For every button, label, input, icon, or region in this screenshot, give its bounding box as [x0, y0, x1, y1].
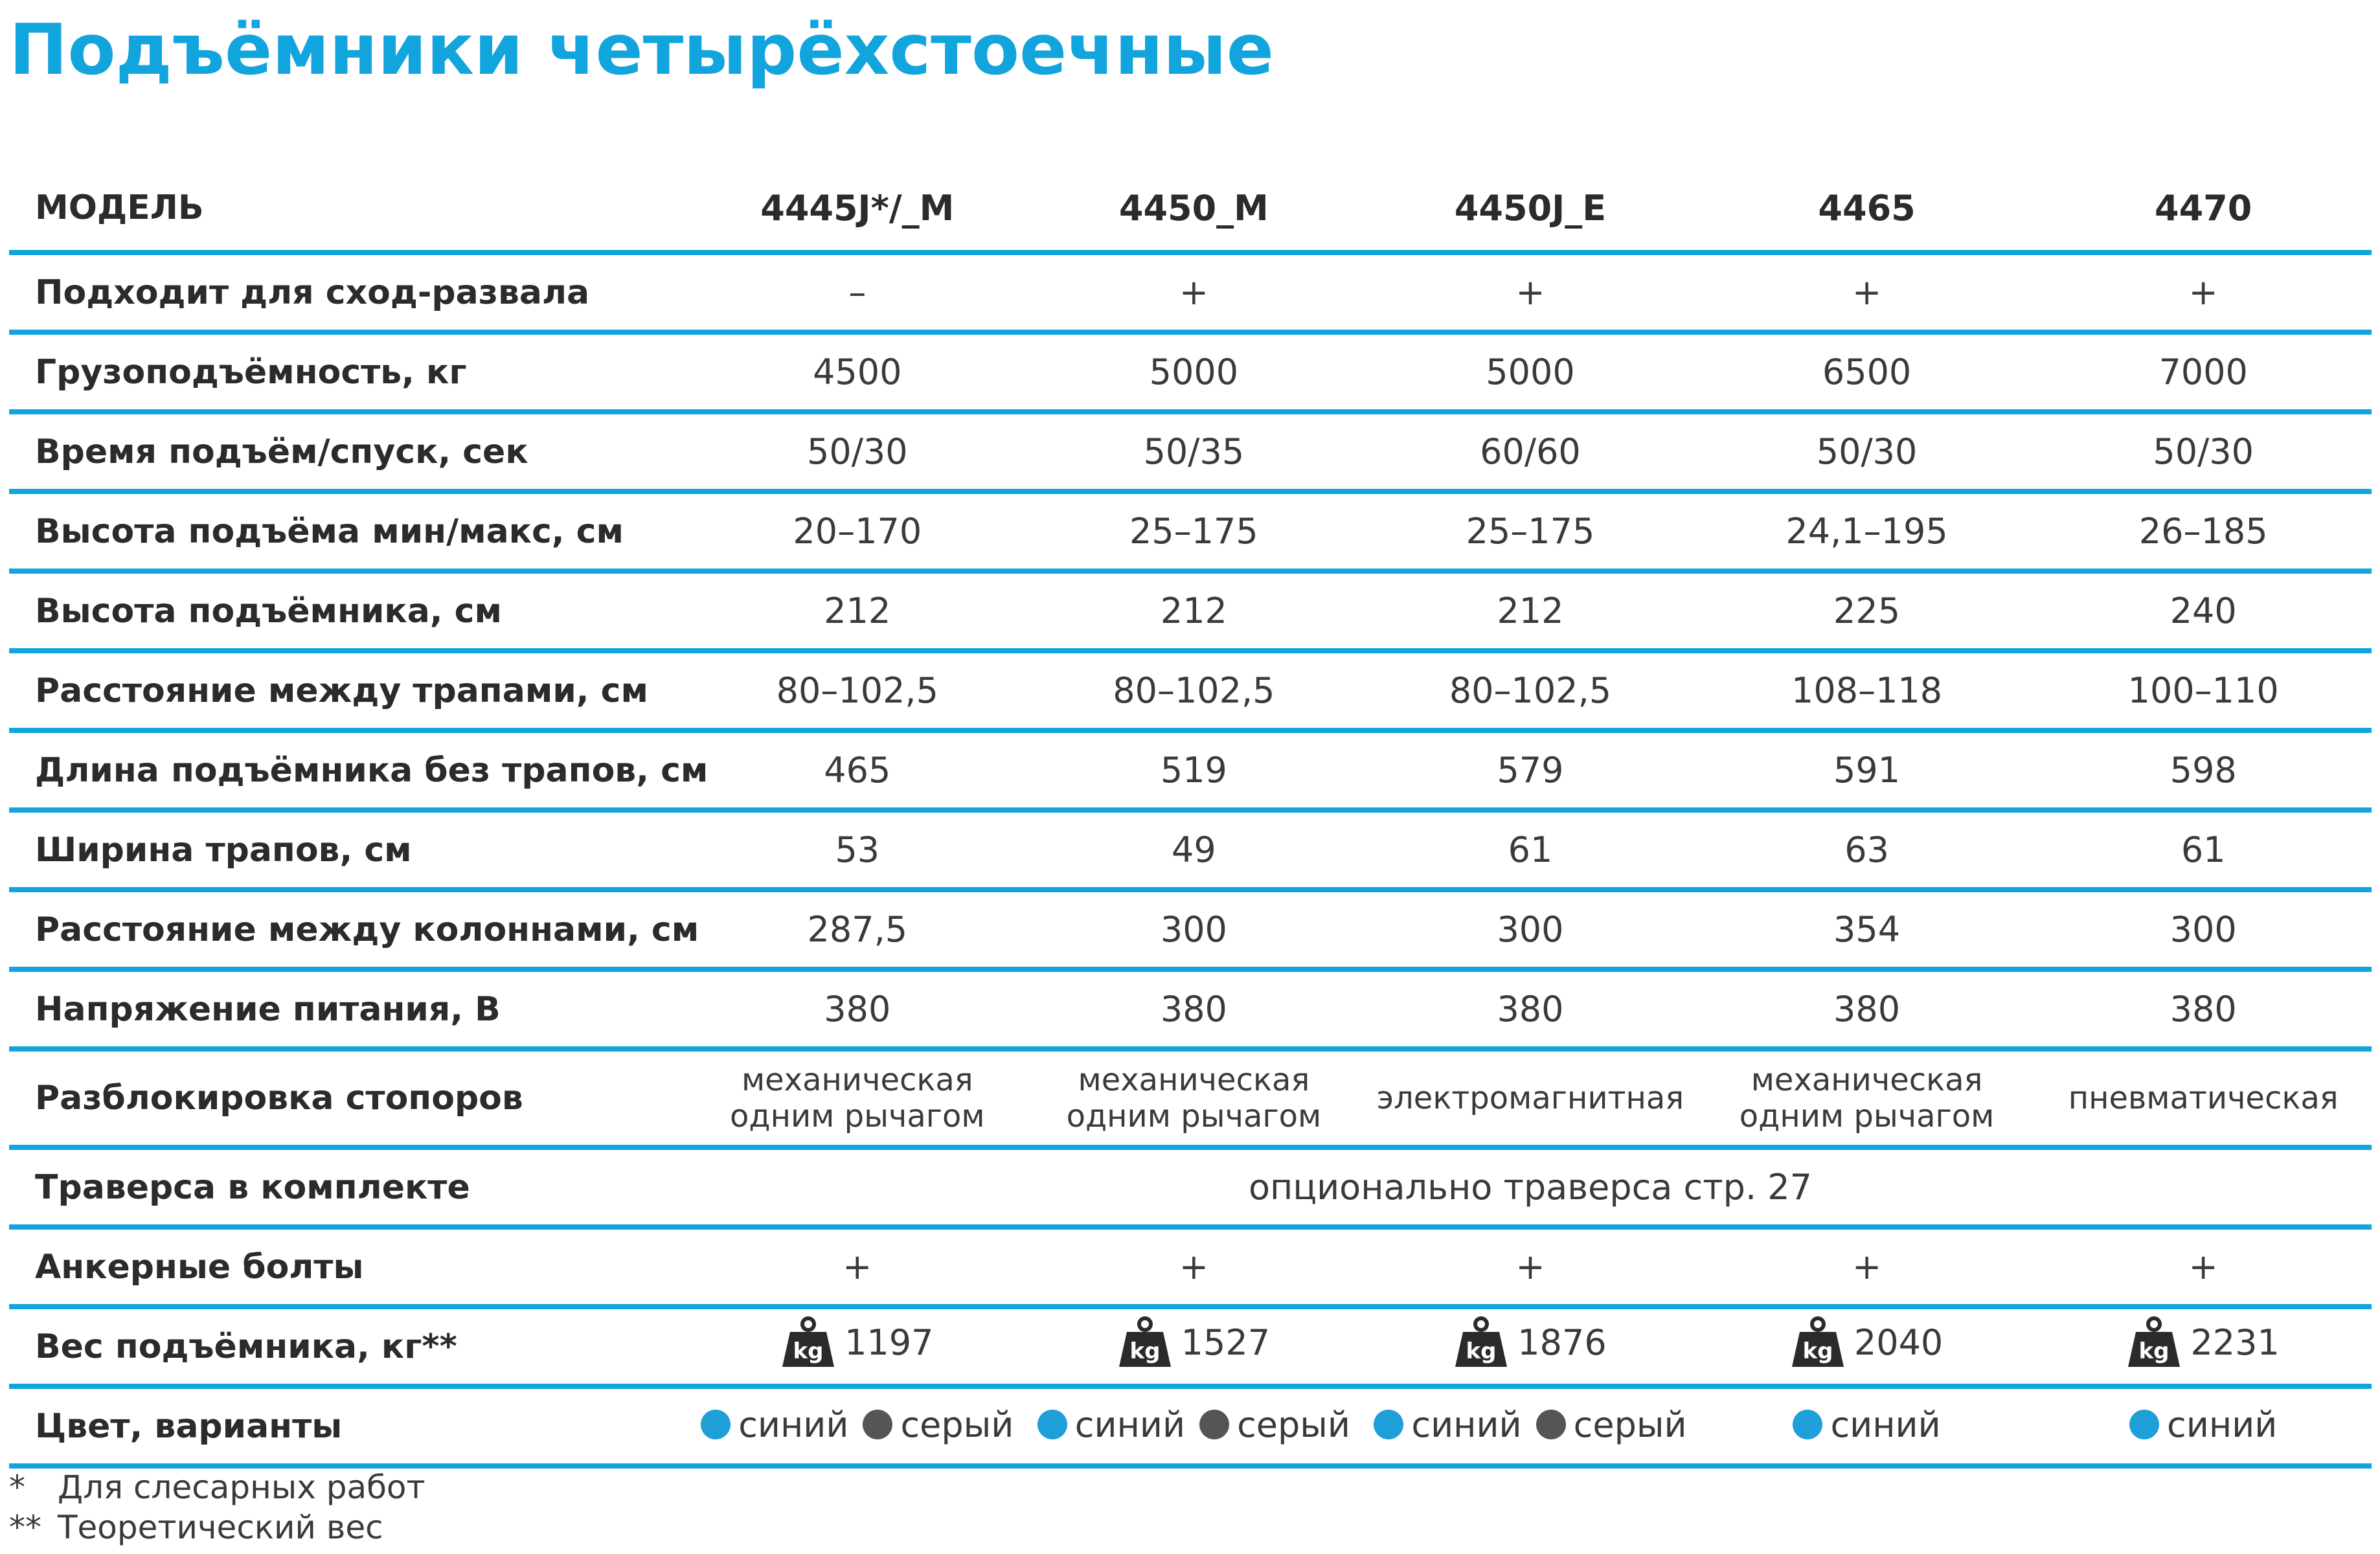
table-cell: механическая одним рычагом	[1066, 1062, 1322, 1134]
weight-value: 1197	[844, 1322, 934, 1363]
table-cell: 380	[824, 989, 891, 1030]
table-row	[9, 892, 2372, 972]
table-cell: 24,1–195	[1785, 511, 1948, 552]
color-option	[1037, 1404, 1185, 1445]
table-row	[9, 574, 2372, 653]
model-name: 4470	[2155, 187, 2252, 229]
color-swatch-icon	[1793, 1410, 1822, 1439]
color-name: синий	[738, 1404, 849, 1445]
table-cell	[1699, 1404, 2035, 1448]
table-row-traverse	[9, 1150, 2372, 1230]
table-cell: 300	[1497, 909, 1564, 950]
table-cell: 465	[824, 750, 891, 791]
row-label: Цвет, варианты	[35, 1406, 343, 1446]
table-row	[9, 813, 2372, 892]
table-cell: 354	[1833, 909, 1901, 950]
table-cell: 100–110	[2127, 670, 2279, 711]
color-swatch-icon	[2129, 1410, 2159, 1439]
table-cell: механическая одним рычагом	[730, 1062, 985, 1134]
row-label: Высота подъёмника, см	[35, 591, 502, 631]
footnote: * Для слесарных работ	[9, 1469, 425, 1506]
color-name: синий	[1411, 1404, 1522, 1445]
table-row	[9, 494, 2372, 574]
color-name: серый	[900, 1404, 1014, 1445]
row-label: Длина подъёмника без трапов, см	[35, 750, 708, 790]
table-cell: 80–102,5	[1113, 670, 1275, 711]
color-option	[863, 1404, 1014, 1445]
weight-value: 1527	[1181, 1322, 1271, 1363]
table-row	[9, 733, 2372, 813]
row-label: Высота подъёма мин/макс, см	[35, 512, 624, 551]
table-cell: 287,5	[807, 909, 908, 950]
table-cell: механическая одним рычагом	[1739, 1062, 1995, 1134]
color-option	[1374, 1404, 1521, 1445]
table-cell: 380	[1833, 989, 1901, 1030]
table-cell: 63	[1844, 829, 1889, 870]
table-cell: 50/30	[2153, 431, 2254, 472]
table-row-weight	[9, 1309, 2372, 1389]
color-option	[2129, 1404, 2277, 1445]
table-cell: 25–175	[1466, 511, 1595, 552]
table-cell: опционально траверса стр. 27	[1248, 1167, 1813, 1208]
kg-weight-icon	[1118, 1316, 1172, 1368]
weight-value: 2040	[1853, 1322, 1944, 1363]
table-cell: 579	[1497, 750, 1564, 791]
table-cell: 6500	[1822, 352, 1912, 392]
table-cell: 61	[1508, 829, 1553, 870]
row-label: Напряжение питания, В	[35, 989, 501, 1029]
table-cell: 20–170	[793, 511, 922, 552]
table-cell	[1026, 1316, 1363, 1377]
weight-value: 1876	[1517, 1322, 1607, 1363]
spec-table	[9, 166, 2372, 1469]
table-cell: 5000	[1149, 352, 1239, 392]
model-name: 4450J_E	[1454, 187, 1607, 229]
color-option	[1199, 1404, 1350, 1445]
color-name: серый	[1573, 1404, 1687, 1445]
table-cell: –	[848, 272, 867, 313]
row-label: Разблокировка стопоров	[35, 1079, 523, 1118]
table-cell: 26–185	[2138, 511, 2268, 552]
kg-weight-icon	[1791, 1316, 1845, 1368]
table-row-unlock	[9, 1052, 2372, 1150]
kg-weight-icon	[2127, 1316, 2181, 1368]
weight-value: 2231	[2190, 1322, 2280, 1363]
table-cell: 519	[1160, 750, 1227, 791]
svg-text:kg: kg	[2138, 1338, 2170, 1364]
color-name: синий	[2167, 1404, 2278, 1445]
row-label: Расстояние между трапами, см	[35, 671, 648, 710]
row-label: Грузоподъёмность, кг	[35, 352, 467, 392]
kg-weight-icon	[781, 1316, 835, 1368]
table-cell	[2035, 1316, 2372, 1377]
table-cell: 60/60	[1480, 431, 1581, 472]
footnote: ** Теоретический вес	[9, 1509, 383, 1546]
table-cell: +	[2188, 1246, 2218, 1287]
table-row-anchors	[9, 1230, 2372, 1309]
table-cell: 380	[1497, 989, 1564, 1030]
color-swatch-icon	[1199, 1410, 1229, 1439]
table-cell: +	[1179, 272, 1209, 313]
row-label: Траверса в комплекте	[35, 1167, 470, 1207]
table-cell: 212	[1160, 591, 1227, 631]
model-name: 4445J*/_M	[760, 187, 955, 229]
table-cell: 598	[2170, 750, 2237, 791]
table-cell: +	[1515, 272, 1545, 313]
table-row	[9, 653, 2372, 733]
table-cell	[1026, 1404, 1363, 1448]
row-label: Время подъём/спуск, сек	[35, 432, 528, 471]
table-cell: пневматическая	[2068, 1080, 2339, 1116]
header-row	[9, 166, 2372, 255]
table-cell: 300	[2170, 909, 2237, 950]
table-cell: 591	[1833, 750, 1901, 791]
table-cell: +	[1515, 1246, 1545, 1287]
table-row-colors	[9, 1389, 2372, 1469]
svg-text:kg: kg	[1129, 1338, 1161, 1364]
table-cell: 380	[1160, 989, 1227, 1030]
table-cell	[1699, 1316, 2035, 1377]
table-cell: 108–118	[1791, 670, 1943, 711]
row-label: Ширина трапов, см	[35, 830, 412, 870]
table-row	[9, 335, 2372, 414]
table-cell: 240	[2170, 591, 2237, 631]
row-label: Расстояние между колоннами, см	[35, 910, 699, 949]
color-swatch-icon	[701, 1410, 731, 1439]
table-cell: 80–102,5	[776, 670, 938, 711]
table-cell: +	[843, 1246, 872, 1287]
color-name: синий	[1074, 1404, 1186, 1445]
table-cell: +	[1179, 1246, 1209, 1287]
table-cell: 380	[2170, 989, 2237, 1030]
table-cell	[2035, 1404, 2372, 1448]
table-row	[9, 414, 2372, 494]
color-swatch-icon	[863, 1410, 892, 1439]
table-cell: +	[1852, 272, 1882, 313]
table-row	[9, 972, 2372, 1052]
table-cell: 49	[1172, 829, 1216, 870]
table-cell	[1362, 1316, 1699, 1377]
color-swatch-icon	[1536, 1410, 1566, 1439]
svg-text:kg: kg	[1802, 1338, 1833, 1364]
color-option	[1536, 1404, 1687, 1445]
color-swatch-icon	[1037, 1410, 1067, 1439]
table-cell: 80–102,5	[1449, 670, 1612, 711]
table-cell: 7000	[2159, 352, 2248, 392]
table-cell	[689, 1316, 1026, 1377]
color-option	[701, 1404, 848, 1445]
table-row	[9, 255, 2372, 335]
table-cell: 225	[1833, 591, 1901, 631]
table-cell: 50/35	[1143, 431, 1245, 472]
color-name: серый	[1237, 1404, 1350, 1445]
svg-text:kg: kg	[793, 1338, 824, 1364]
table-cell	[1362, 1404, 1699, 1448]
table-cell: 300	[1160, 909, 1227, 950]
table-cell: электромагнитная	[1376, 1080, 1684, 1116]
table-cell: 5000	[1486, 352, 1575, 392]
table-cell: +	[1852, 1246, 1882, 1287]
table-cell: 212	[824, 591, 891, 631]
table-cell: 212	[1497, 591, 1564, 631]
color-swatch-icon	[1374, 1410, 1403, 1439]
table-cell: 53	[835, 829, 880, 870]
table-cell: 4500	[813, 352, 902, 392]
table-cell: 50/30	[806, 431, 908, 472]
model-name: 4450_M	[1118, 187, 1269, 229]
page-title: Подъёмники четырёхстоечные	[9, 10, 1274, 91]
table-cell: 50/30	[1816, 431, 1918, 472]
svg-text:kg: kg	[1466, 1338, 1497, 1364]
table-cell: +	[2188, 272, 2218, 313]
color-option	[1793, 1404, 1940, 1445]
table-cell: 25–175	[1129, 511, 1258, 552]
kg-weight-icon	[1454, 1316, 1508, 1368]
spec-rows	[9, 255, 2372, 1052]
table-cell	[689, 1404, 1026, 1448]
row-label: Анкерные болты	[35, 1247, 364, 1287]
row-label: Вес подъёмника, кг**	[35, 1327, 457, 1366]
color-name: синий	[1830, 1404, 1941, 1445]
header-label: МОДЕЛЬ	[35, 188, 204, 227]
table-cell: 61	[2181, 829, 2226, 870]
row-label: Подходит для сход-развала	[35, 273, 590, 312]
model-name: 4465	[1818, 187, 1916, 229]
